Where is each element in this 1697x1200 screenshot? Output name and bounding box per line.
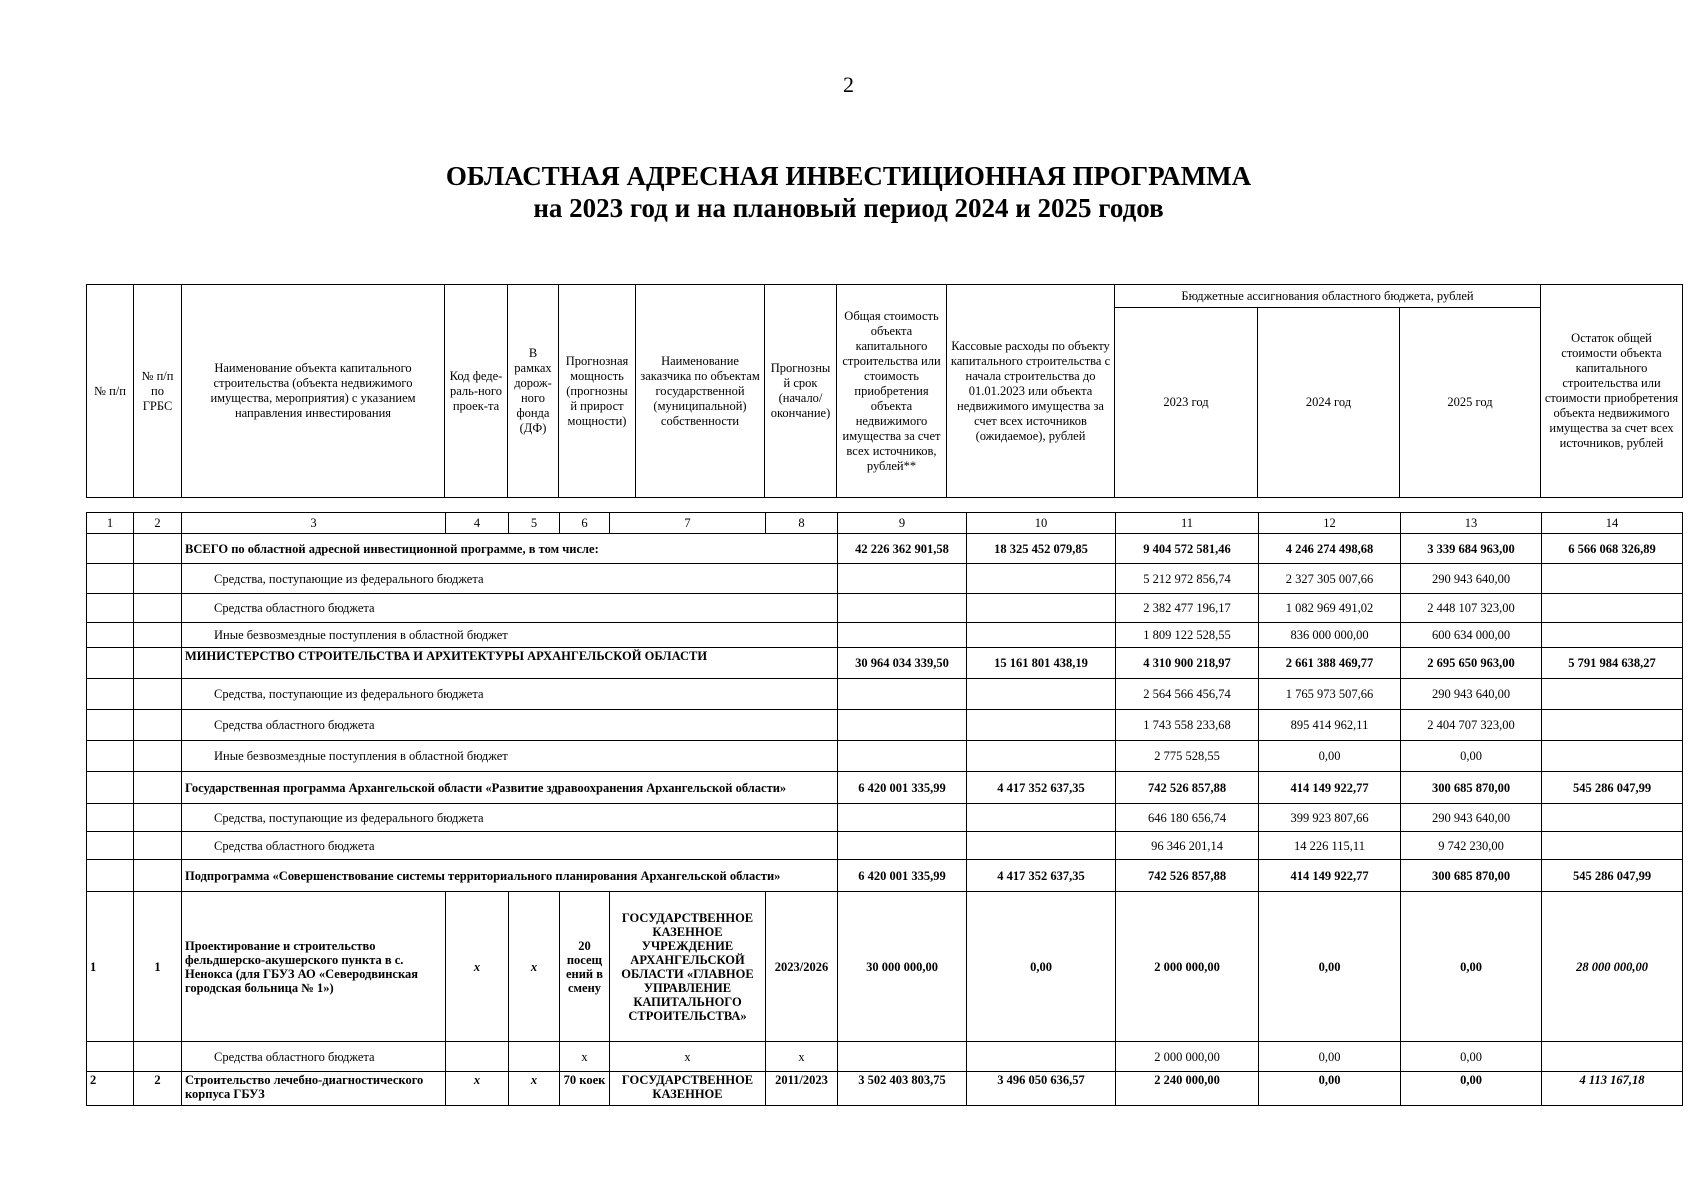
cell-2024: 2 327 305 007,66: [1259, 564, 1401, 594]
col-number: 14: [1542, 513, 1683, 534]
cell-2025: 9 742 230,00: [1401, 832, 1542, 860]
cell-2023: 2 382 477 196,17: [1116, 594, 1259, 623]
cell-capacity: 70 коек: [560, 1072, 610, 1106]
header-col-1: № п/п: [87, 285, 134, 498]
row-name: Средства областного бюджета: [182, 1042, 446, 1072]
cell-2023: 1 743 558 233,68: [1116, 710, 1259, 741]
header-col-10: Кассовые расходы по объекту капитального строительства с начала строительства до 01.01.2023 или объекта недвижимого имущества за счет всех источников (ожидаемое), рублей: [947, 285, 1115, 498]
row-name: Иные безвозмездные поступления в областной бюджет: [182, 741, 838, 772]
header-col-4: Код феде-раль-ного проек-та: [445, 285, 508, 498]
col-number: 5: [509, 513, 560, 534]
table-row: [87, 594, 1683, 623]
cell-capacity: х: [560, 1042, 610, 1072]
cell-cash-expenses: 3 496 050 636,57: [967, 1072, 1116, 1106]
col-number: 13: [1401, 513, 1542, 534]
cell-2024: 836 000 000,00: [1259, 623, 1401, 648]
cell-object-name: Проектирование и строительство фельдшерско-акушерского пункта в с. Ненокса (для ГБУЗ АО «Северодвинская городская больница № 1»): [182, 892, 446, 1042]
title-line-1: ОБЛАСТНАЯ АДРЕСНАЯ ИНВЕСТИЦИОННАЯ ПРОГРАММА: [445, 161, 1252, 191]
col-number: 6: [560, 513, 610, 534]
header-col-8: Прогнозны й срок (начало/ окончание): [765, 285, 837, 498]
table-row: [87, 564, 1683, 594]
cell-2024: 895 414 962,11: [1259, 710, 1401, 741]
col-number: 2: [134, 513, 182, 534]
col-number: 8: [766, 513, 838, 534]
cell-2023: 742 526 857,88: [1116, 860, 1259, 892]
cell-2025: 300 685 870,00: [1401, 860, 1542, 892]
cell-total-cost: 3 502 403 803,75: [838, 1072, 967, 1106]
cell-customer: х: [610, 1042, 766, 1072]
header-col-6: Прогнозная мощность (прогнозны й прирост мощности): [559, 285, 636, 498]
cell-2025: 2 404 707 323,00: [1401, 710, 1542, 741]
col-number: 10: [967, 513, 1116, 534]
table-row-subprogram: [87, 860, 1683, 892]
cell-2025: 290 943 640,00: [1401, 564, 1542, 594]
col-number: 1: [87, 513, 134, 534]
cell-2025: 0,00: [1401, 1072, 1542, 1106]
row-name: Средства областного бюджета: [182, 832, 838, 860]
page-number: 2: [843, 72, 854, 97]
cell-term: 2011/2023: [766, 1072, 838, 1106]
cell-term: 2023/2026: [766, 892, 838, 1042]
cell-remainder: 545 286 047,99: [1542, 772, 1683, 804]
cell-remainder: 545 286 047,99: [1542, 860, 1683, 892]
col-number: 12: [1259, 513, 1401, 534]
row-name: Средства областного бюджета: [182, 594, 838, 623]
cell-2023: 2 000 000,00: [1116, 892, 1259, 1042]
cell-total-cost: 30 000 000,00: [838, 892, 967, 1042]
cell-2025: 300 685 870,00: [1401, 772, 1542, 804]
cell-2025: 0,00: [1401, 741, 1542, 772]
header-budget-group: Бюджетные ассигнования областного бюджета, рублей: [1115, 285, 1541, 308]
cell-2025: 2 448 107 323,00: [1401, 594, 1542, 623]
cell-2023: 96 346 201,14: [1116, 832, 1259, 860]
table-row: [87, 832, 1683, 860]
header-col-2: № п/п по ГРБС: [134, 285, 182, 498]
row-name: Средства областного бюджета: [182, 710, 838, 741]
cell-cash-expenses: 4 417 352 637,35: [967, 860, 1116, 892]
table-header: [86, 284, 1683, 498]
cell-number-grbs: 1: [134, 892, 182, 1042]
cell-customer: ГОСУДАРСТВЕННОЕ КАЗЕННОЕ: [610, 1072, 766, 1106]
cell-2025: 0,00: [1401, 892, 1542, 1042]
col-number: 7: [610, 513, 766, 534]
table-row-object-2: [87, 1072, 1683, 1106]
cell-road-fund: х: [509, 892, 560, 1042]
row-name: Государственная программа Архангельской области «Развитие здравоохранения Архангельской области»: [182, 772, 838, 804]
cell-total-cost: 30 964 034 339,50: [838, 648, 967, 679]
cell-cash-expenses: 4 417 352 637,35: [967, 772, 1116, 804]
cell-2025: 0,00: [1401, 1042, 1542, 1072]
row-name: Иные безвозмездные поступления в областной бюджет: [182, 623, 838, 648]
row-name: Подпрограмма «Совершенствование системы территориального планирования Архангельской области»: [182, 860, 838, 892]
cell-2023: 9 404 572 581,46: [1116, 534, 1259, 564]
table-row: [87, 710, 1683, 741]
cell-2024: 0,00: [1259, 1072, 1401, 1106]
cell-2025: 290 943 640,00: [1401, 804, 1542, 832]
col-number: 4: [446, 513, 509, 534]
cell-2024: 1 765 973 507,66: [1259, 679, 1401, 710]
header-col-14: Остаток общей стоимости объекта капитального строительства или стоимости приобретения объекта недвижимого имущества за счет всех источников, рублей: [1541, 285, 1683, 498]
cell-2023: 2 775 528,55: [1116, 741, 1259, 772]
cell-2025: 600 634 000,00: [1401, 623, 1542, 648]
cell-number: 1: [87, 892, 134, 1042]
table-row-object-1: [87, 892, 1683, 1042]
table-row: [87, 804, 1683, 832]
cell-total-cost: 42 226 362 901,58: [838, 534, 967, 564]
table-row: [87, 741, 1683, 772]
row-name: Средства, поступающие из федерального бюджета: [182, 679, 838, 710]
cell-2024: 0,00: [1259, 1042, 1401, 1072]
cell-customer: ГОСУДАРСТВЕННОЕ КАЗЕННОЕ УЧРЕЖДЕНИЕ АРХАНГЕЛЬСКОЙ ОБЛАСТИ «ГЛАВНОЕ УПРАВЛЕНИЕ КАПИТАЛЬНОГО СТРОИТЕЛЬСТВА»: [610, 892, 766, 1042]
cell-2024: 399 923 807,66: [1259, 804, 1401, 832]
cell-2025: 290 943 640,00: [1401, 679, 1542, 710]
table-row: [87, 1042, 1683, 1072]
col-number: 9: [838, 513, 967, 534]
table-row-program: [87, 772, 1683, 804]
row-name: Средства, поступающие из федерального бюджета: [182, 564, 838, 594]
table-row: [87, 623, 1683, 648]
cell-cash-expenses: 18 325 452 079,85: [967, 534, 1116, 564]
cell-2024: 1 082 969 491,02: [1259, 594, 1401, 623]
document-title: [0, 160, 1697, 224]
header-col-12: 2024 год: [1258, 308, 1400, 498]
cell-total-cost: 6 420 001 335,99: [838, 772, 967, 804]
title-line-2: на 2023 год и на плановый период 2024 и 2025 годов: [533, 193, 1164, 223]
cell-2024: 0,00: [1259, 892, 1401, 1042]
cell-2024: 414 149 922,77: [1259, 772, 1401, 804]
row-name: МИНИСТЕРСТВО СТРОИТЕЛЬСТВА И АРХИТЕКТУРЫ АРХАНГЕЛЬСКОЙ ОБЛАСТИ: [182, 648, 838, 679]
cell-remainder: 5 791 984 638,27: [1542, 648, 1683, 679]
cell-2025: 3 339 684 963,00: [1401, 534, 1542, 564]
cell-project-code: х: [446, 1072, 509, 1106]
cell-2023: 1 809 122 528,55: [1116, 623, 1259, 648]
header-col-9: Общая стоимость объекта капитального строительства или стоимость приобретения объекта недвижимого имущества за счет всех источников, рублей**: [837, 285, 947, 498]
cell-capacity: 20 посещ ений в смену: [560, 892, 610, 1042]
cell-2023: 2 000 000,00: [1116, 1042, 1259, 1072]
cell-2024: 2 661 388 469,77: [1259, 648, 1401, 679]
cell-road-fund: х: [509, 1072, 560, 1106]
header-col-7: Наименование заказчика по объектам государственной (муниципальной) собственности: [636, 285, 765, 498]
header-col-13: 2025 год: [1400, 308, 1541, 498]
cell-number-grbs: 2: [134, 1072, 182, 1106]
cell-term: х: [766, 1042, 838, 1072]
header-col-3: Наименование объекта капитального строительства (объекта недвижимого имущества, мероприятия) с указанием направления инвестирования: [182, 285, 445, 498]
cell-2023: 5 212 972 856,74: [1116, 564, 1259, 594]
row-name: ВСЕГО по областной адресной инвестиционной программе, в том числе:: [182, 534, 838, 564]
table-row: [87, 679, 1683, 710]
cell-2023: 4 310 900 218,97: [1116, 648, 1259, 679]
cell-remainder: 28 000 000,00: [1542, 892, 1683, 1042]
cell-remainder: 6 566 068 326,89: [1542, 534, 1683, 564]
cell-cash-expenses: 15 161 801 438,19: [967, 648, 1116, 679]
table-body: [86, 512, 1683, 1106]
table-row-total: [87, 534, 1683, 564]
cell-2024: 4 246 274 498,68: [1259, 534, 1401, 564]
header-col-5: В рамках дорож-ного фонда (ДФ): [508, 285, 559, 498]
cell-project-code: х: [446, 892, 509, 1042]
cell-2024: 14 226 115,11: [1259, 832, 1401, 860]
cell-cash-expenses: 0,00: [967, 892, 1116, 1042]
cell-2023: 742 526 857,88: [1116, 772, 1259, 804]
cell-remainder: 4 113 167,18: [1542, 1072, 1683, 1106]
header-col-11: 2023 год: [1115, 308, 1258, 498]
cell-object-name: Строительство лечебно-диагностического корпуса ГБУЗ: [182, 1072, 446, 1106]
cell-2023: 646 180 656,74: [1116, 804, 1259, 832]
cell-2024: 0,00: [1259, 741, 1401, 772]
cell-number: 2: [87, 1072, 134, 1106]
cell-2024: 414 149 922,77: [1259, 860, 1401, 892]
column-numbers-row: [87, 513, 1683, 534]
col-number: 11: [1116, 513, 1259, 534]
row-name: Средства, поступающие из федерального бюджета: [182, 804, 838, 832]
col-number: 3: [182, 513, 446, 534]
cell-2023: 2 564 566 456,74: [1116, 679, 1259, 710]
cell-2025: 2 695 650 963,00: [1401, 648, 1542, 679]
table-row-ministry: [87, 648, 1683, 679]
cell-2023: 2 240 000,00: [1116, 1072, 1259, 1106]
cell-total-cost: 6 420 001 335,99: [838, 860, 967, 892]
